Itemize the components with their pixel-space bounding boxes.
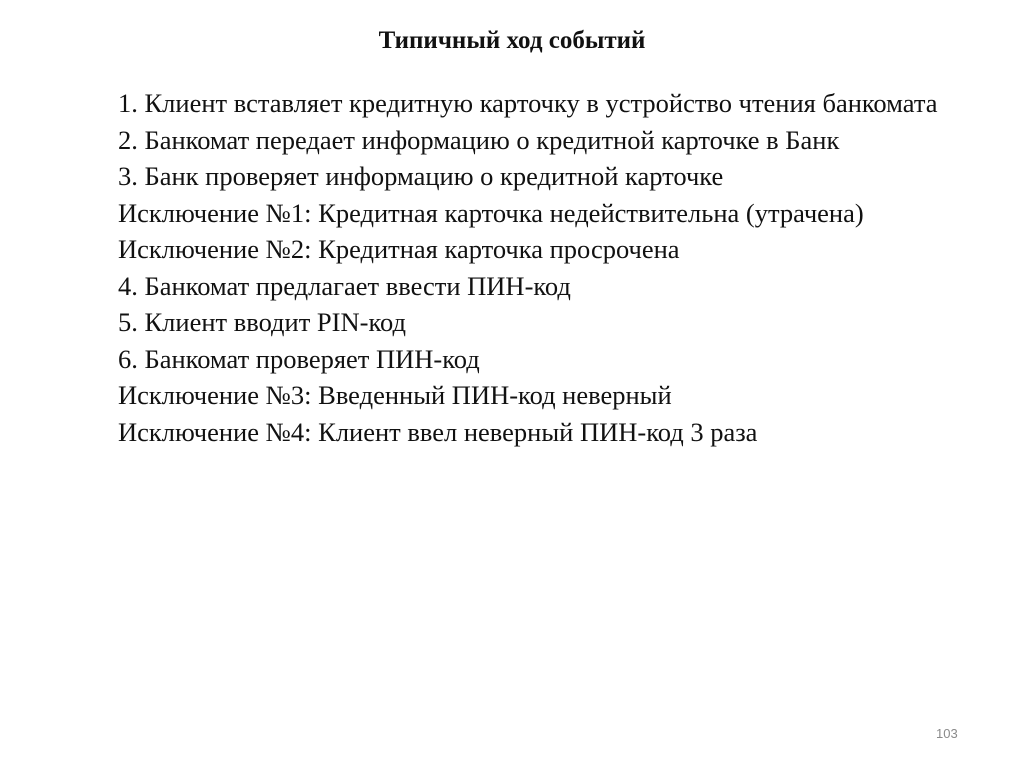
slide-title: Типичный ход событий	[378, 27, 646, 54]
exception-paragraph: Исключение №3: Введенный ПИН-код неверный	[118, 380, 672, 410]
step-paragraph: 2. Банкомат передает информацию о кредитной карточке в Банк	[118, 124, 840, 155]
page-number: 103	[936, 726, 958, 741]
step-paragraph: 6. Банкомат проверяет ПИН-код	[118, 343, 480, 374]
step-paragraph: 4. Банкомат предлагает ввести ПИН-код	[118, 270, 571, 301]
step-paragraph: 5. Клиент вводит PIN-код	[118, 307, 406, 337]
exception-paragraph: Исключение №2: Кредитная карточка просрочена	[118, 234, 680, 264]
step-paragraph: 1. Клиент вставляет кредитную карточку в устройство чтения банкомата	[118, 88, 938, 118]
step-paragraph: 3. Банк проверяет информацию о кредитной карточке	[118, 161, 724, 191]
exception-paragraph: Исключение №4: Клиент ввел неверный ПИН-код 3 раза	[118, 416, 758, 447]
slide-body	[70, 85, 952, 450]
exception-paragraph: Исключение №1: Кредитная карточка недействительна (утрачена)	[118, 197, 864, 228]
